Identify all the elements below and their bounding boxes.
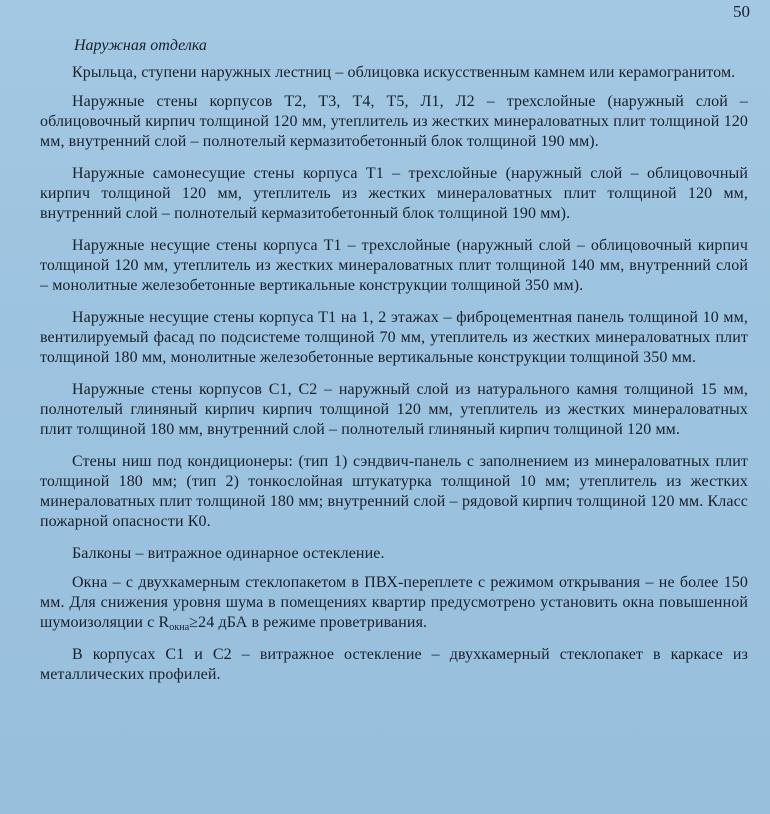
paragraph-porches: Крыльца, ступени наружных лестниц – облицовка искусственным камнем или керамогранитом.: [72, 64, 736, 81]
paragraph-ac-niche-walls: Стены ниш под кондиционеры: (тип 1) сэндвич-панель с заполнением из минераловатных плит толщиной 180 мм; (тип 2) тонкослойная штукатурка толщиной 10 мм; утеплитель из жестких минераловатных плит толщиной 180 мм; внутренний слой – рядовой кирпич толщиной 120 мм. Класс пожарной опасности К0.: [40, 453, 748, 530]
paragraph-load-bearing-walls-t1: Наружные несущие стены корпуса Т1 – трехслойные (наружный слой – облицовочный кирпич толщиной 120 мм, утеплитель из жестких минераловатных плит толщиной 140 мм, внутренний слой – монолитные железобетонные вертикальные конструкции толщиной 350 мм).: [40, 237, 748, 294]
windows-text-after: ≥24 дБА в режиме проветривания.: [189, 614, 428, 631]
paragraph-walls-t2-l2: Наружные стены корпусов Т2, Т3, Т4, Т5, Л1, Л2 – трехслойные (наружный слой – облицовочный кирпич толщиной 120 мм, утеплитель из жестких минераловатных плит толщиной 120 мм, внутренний слой – полнотелый кермазитобетонный блок толщиной 190 мм).: [40, 93, 748, 150]
document-body: [40, 36, 748, 697]
windows-subscript: окна: [169, 622, 190, 633]
paragraph-walls-c1-c2: Наружные стены корпусов С1, С2 – наружный слой из натурального камня толщиной 15 мм, полнотелый глиняный кирпич кирпич толщиной 120 мм, утеплитель из жестких минераловатных плит толщиной 180 мм, внутренний слой – полнотелый глиняный кирпич толщиной 120 мм.: [40, 381, 748, 438]
page-number: 50: [733, 2, 750, 21]
paragraph-windows: [40, 573, 748, 633]
section-title: Наружная отделка: [74, 37, 207, 54]
paragraph-walls-t1-floors-1-2: Наружные несущие стены корпуса Т1 на 1, 2 этажах – фиброцементная панель толщиной 10 мм, вентилируемый фасад по подсистеме толщиной 70 мм, утеплитель из жестких минераловатных плит толщиной 180 мм, монолитные железобетонные вертикальные конструкции толщиной 350 мм.: [40, 309, 748, 366]
paragraph-stained-glass-c1-c2: В корпусах С1 и С2 – витражное остекление – двухкамерный стеклопакет в каркасе из металлических профилей.: [40, 646, 748, 683]
windows-text-before: Окна – с двухкамерным стеклопакетом в ПВХ-переплете с режимом открывания – не более 150 мм. Для снижения уровня шума в помещениях квартир предусмотрено установить окна повышенной шумоизоляции с R: [40, 574, 748, 631]
paragraph-self-supporting-walls-t1: Наружные самонесущие стены корпуса Т1 – трехслойные (наружный слой – облицовочный кирпич толщиной 120 мм, утеплитель из жестких минераловатных плит толщиной 120 мм, внутренний слой – полнотелый кермазитобетонный блок толщиной 190 мм).: [40, 165, 748, 222]
paragraph-balconies: Балконы – витражное одинарное остекление.: [72, 545, 385, 562]
